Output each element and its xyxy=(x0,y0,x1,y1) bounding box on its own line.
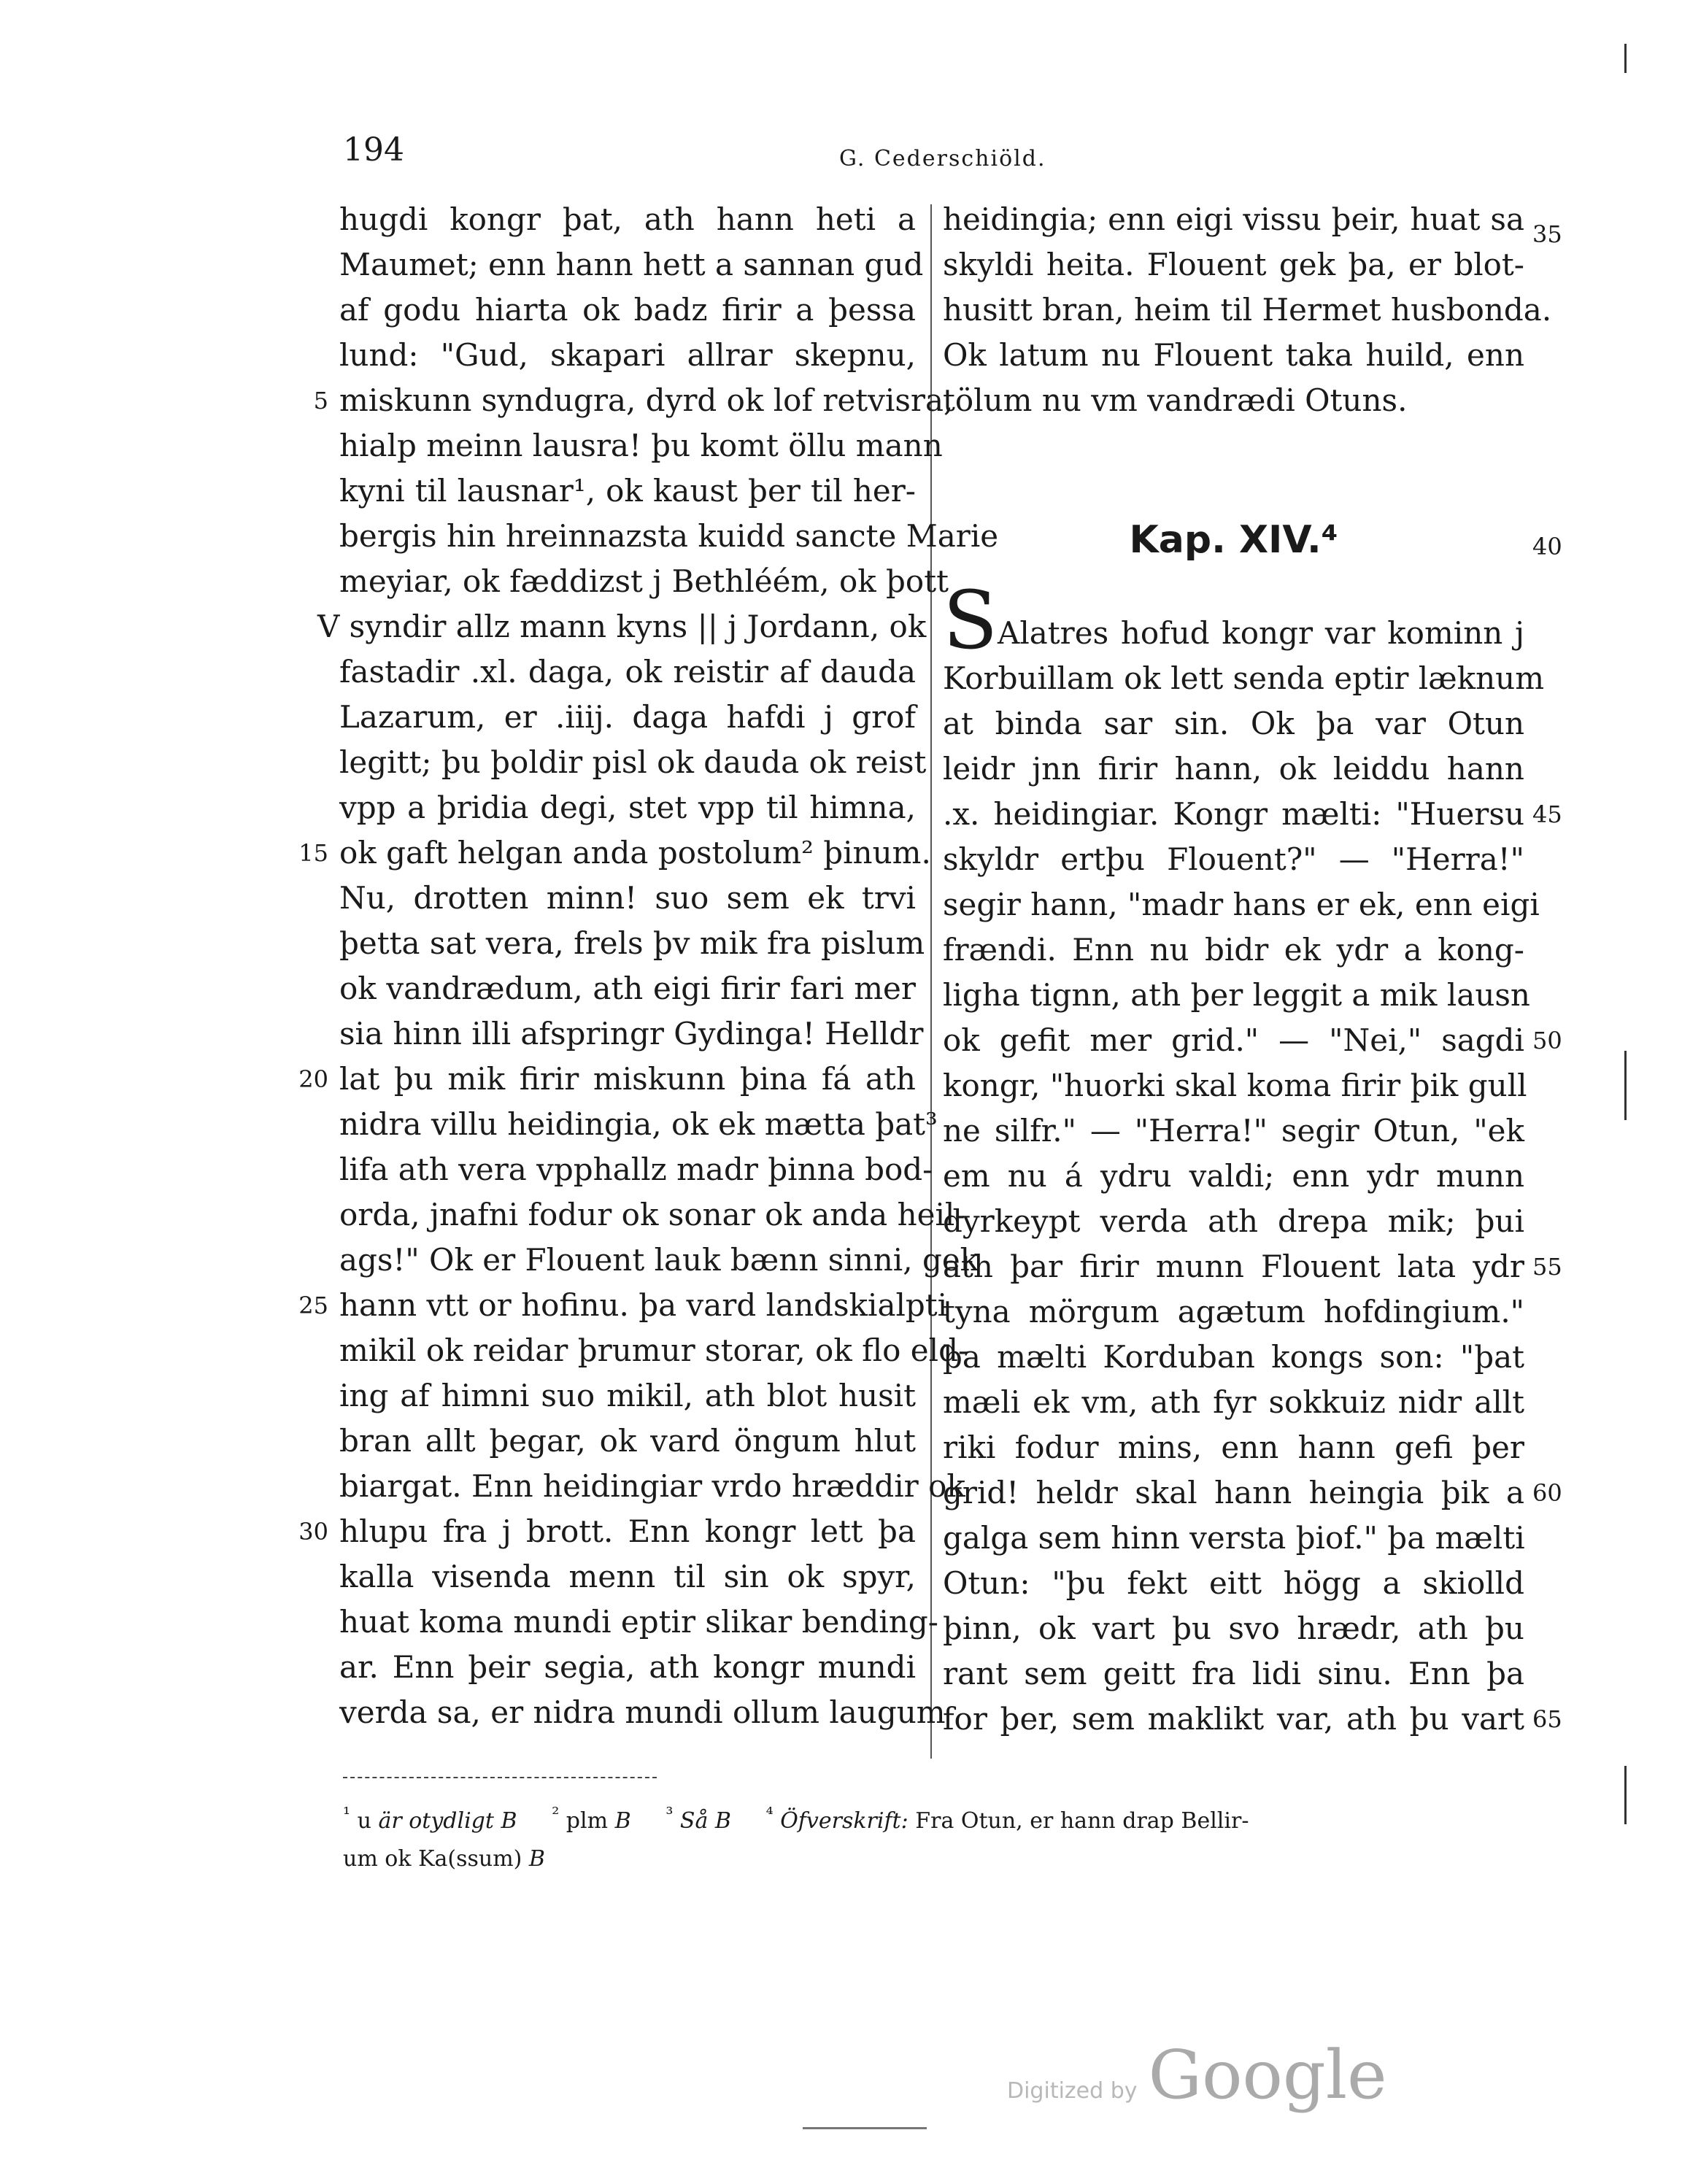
text-line: verda sa, er nidra mundi ollum laugum xyxy=(339,1694,946,1730)
running-head: G. Cederschiöld. xyxy=(839,146,1046,171)
text-line: grid! heldr skal hann heingia þik a xyxy=(943,1475,1524,1510)
line-number: 25 xyxy=(298,1292,328,1319)
footnote-ms: B xyxy=(501,1808,517,1834)
text-line: tyna mörgum agætum hofdingium." xyxy=(943,1294,1524,1330)
text-line: V syndir allz mann kyns || j Jordann, ok xyxy=(317,609,927,644)
text-line: þetta sat vera, frels þv mik fra pislum xyxy=(339,925,925,961)
footnote-mark: ⁴ xyxy=(765,1803,774,1824)
text-line: vpp a þridia degi, stet vpp til himna, xyxy=(339,790,916,825)
text-line: hlupu fra j brott. Enn kongr lett þa xyxy=(339,1513,916,1549)
line-number: 50 xyxy=(1532,1027,1562,1054)
text-line: þinn, ok vart þu svo hrædr, ath þu xyxy=(943,1610,1524,1646)
footnote-text: um ok Ka(ssum) xyxy=(343,1846,522,1872)
line-number: 20 xyxy=(298,1065,328,1093)
text-line: lund: "Gud, skapari allrar skepnu, xyxy=(339,337,916,373)
text-line: hugdi kongr þat, ath hann heti a xyxy=(339,201,916,237)
footnote-mark: ² xyxy=(552,1803,560,1824)
footnote-text: Fra Otun, er hann drap Bellir- xyxy=(915,1808,1249,1834)
drop-cap: S xyxy=(943,574,998,667)
chapter-heading: Kap. XIV.⁴ xyxy=(1129,518,1338,562)
text-line: miskunn syndugra, dyrd ok lof retvisra, xyxy=(339,382,954,418)
text-line: tölum nu vm vandrædi Otuns. xyxy=(943,382,1408,418)
text-line: riki fodur mins, enn hann gefi þer xyxy=(943,1429,1524,1465)
footnote-italic: Så xyxy=(679,1808,709,1834)
text-line: bran allt þegar, ok vard öngum hlut xyxy=(339,1423,916,1459)
bottom-rule xyxy=(803,2127,927,2129)
text-line: em nu á ydru valdi; enn ydr munn xyxy=(943,1158,1524,1194)
text-line: orda, jnafni fodur ok sonar ok anda heil- xyxy=(339,1197,965,1232)
text-line: Maumet; enn hann hett a sannan gud xyxy=(339,247,924,282)
text-line: fastadir .xl. daga, ok reistir af dauda xyxy=(339,654,916,690)
text-line: galga sem hinn versta þiof." þa mælti xyxy=(943,1520,1525,1556)
text-line: biargat. Enn heidingiar vrdo hræddir ok xyxy=(339,1468,965,1504)
page-edge-rule xyxy=(1624,1766,1627,1824)
footnote-text: u xyxy=(357,1808,371,1834)
text-line: mæli ek vm, ath fyr sokkuiz nidr allt xyxy=(943,1384,1524,1420)
text-line: kongr, "huorki skal koma firir þik gull xyxy=(943,1068,1527,1103)
text-line: lat þu mik firir miskunn þina fá ath xyxy=(339,1061,916,1097)
text-line: skyldr ertþu Flouent?" — "Herra!" xyxy=(943,841,1524,877)
text-line: mikil ok reidar þrumur storar, ok flo eld- xyxy=(339,1332,969,1368)
text-line: hialp meinn lausra! þu komt öllu mann xyxy=(339,428,943,463)
text-line: ags!" Ok er Flouent lauk bænn sinni, gek xyxy=(339,1242,979,1278)
footnotes xyxy=(343,1795,1525,1878)
line-number: 5 xyxy=(313,387,328,414)
text-line: þa mælti Korduban kongs son: "þat xyxy=(943,1339,1524,1375)
text-line: heidingia; enn eigi vissu þeir, huat sa xyxy=(943,201,1524,237)
page-edge-rule xyxy=(1624,44,1627,73)
line-number: 40 xyxy=(1532,533,1562,560)
text-line: skyldi heita. Flouent gek þa, er blot- xyxy=(943,247,1524,282)
line-number: 65 xyxy=(1532,1705,1562,1733)
text-line: bergis hin hreinnazsta kuidd sancte Marie xyxy=(339,518,999,554)
text-line: Korbuillam ok lett senda eptir læknum xyxy=(943,660,1545,696)
line-number: 55 xyxy=(1532,1253,1562,1281)
line-number: 35 xyxy=(1532,220,1562,248)
text-line: segir hann, "madr hans er ek, enn eigi xyxy=(943,887,1540,922)
text-line: Lazarum, er .iiij. daga hafdi j grof xyxy=(339,699,916,735)
text-line: ath þar firir munn Flouent lata ydr xyxy=(943,1249,1524,1284)
text-line: ne silfr." — "Herra!" segir Otun, "ek xyxy=(943,1113,1524,1149)
text-line: lifa ath vera vpphallz madr þinna bod- xyxy=(339,1151,933,1187)
text-line: Ok latum nu Flouent taka huild, enn xyxy=(943,337,1524,373)
watermark-label: Digitized by xyxy=(1007,2078,1138,2104)
text-line: ligha tignn, ath þer leggit a mik lausn xyxy=(943,977,1530,1013)
text-line: huat koma mundi eptir slikar bending- xyxy=(339,1604,938,1640)
text-line: kyni til lausnar¹, ok kaust þer til her- xyxy=(339,473,916,509)
footnote-ms: B xyxy=(714,1808,731,1834)
text-line: kalla visenda menn til sin ok spyr, xyxy=(339,1559,916,1594)
text-line: .x. heidingiar. Kongr mælti: "Huersu xyxy=(943,796,1524,832)
text-line: at binda sar sin. Ok þa var Otun xyxy=(943,706,1524,741)
text-line: ok vandrædum, ath eigi firir fari mer xyxy=(339,971,916,1006)
text-line: frændi. Enn nu bidr ek ydr a kong- xyxy=(943,932,1524,968)
text-line: ok gefit mer grid." — "Nei," sagdi xyxy=(943,1022,1524,1058)
text-line: for þer, sem maklikt var, ath þu vart xyxy=(943,1701,1524,1737)
text-line: nidra villu heidingia, ok ek mætta þat³ xyxy=(339,1106,938,1142)
text-line: Alatres hofud kongr var kominn j xyxy=(998,615,1524,651)
footnote-ms: B xyxy=(528,1846,545,1872)
line-number: 15 xyxy=(298,839,328,867)
footnote-italic: Öfverskrift: xyxy=(780,1808,908,1834)
footnote-mark: ³ xyxy=(666,1803,674,1824)
text-line: af godu hiarta ok badz firir a þessa xyxy=(339,292,916,328)
footnote-rule xyxy=(343,1777,657,1778)
text-line: sia hinn illi afspringr Gydinga! Helldr xyxy=(339,1016,924,1052)
digitized-watermark xyxy=(1007,2036,1387,2114)
text-line: rant sem geitt fra lidi sinu. Enn þa xyxy=(943,1656,1524,1691)
line-number: 60 xyxy=(1532,1479,1562,1507)
text-line: legitt; þu þoldir pisl ok dauda ok reist xyxy=(339,744,927,780)
line-number: 45 xyxy=(1532,800,1562,828)
google-logo: Google xyxy=(1148,2036,1387,2114)
page-edge-rule xyxy=(1624,1051,1627,1120)
text-line: Otun: "þu fekt eitt högg a skiolld xyxy=(943,1565,1524,1601)
text-line: husitt bran, heim til Hermet husbonda. xyxy=(943,292,1552,328)
line-number: 30 xyxy=(298,1518,328,1546)
text-line: ok gaft helgan anda postolum² þinum. xyxy=(339,835,931,871)
footnote-text: plm xyxy=(566,1808,609,1834)
text-line: Nu, drotten minn! suo sem ek trvi xyxy=(339,880,916,916)
text-line: meyiar, ok fæddizst j Bethléém, ok þott xyxy=(339,563,949,599)
footnote-mark: ¹ xyxy=(343,1803,351,1824)
text-line: dyrkeypt verda ath drepa mik; þui xyxy=(943,1203,1524,1239)
text-line: leidr jnn firir hann, ok leiddu hann xyxy=(943,751,1524,787)
footnote-line xyxy=(343,1795,1525,1840)
text-line: hann vtt or hofinu. þa vard landskialpti xyxy=(339,1287,948,1323)
text-line: ar. Enn þeir segia, ath kongr mundi xyxy=(339,1649,916,1685)
text-line: ing af himni suo mikil, ath blot husit xyxy=(339,1378,916,1413)
footnote-italic: är otydligt xyxy=(378,1808,494,1834)
footnote-line xyxy=(343,1840,1525,1878)
footnote-ms: B xyxy=(614,1808,631,1834)
page-number: 194 xyxy=(343,131,404,169)
